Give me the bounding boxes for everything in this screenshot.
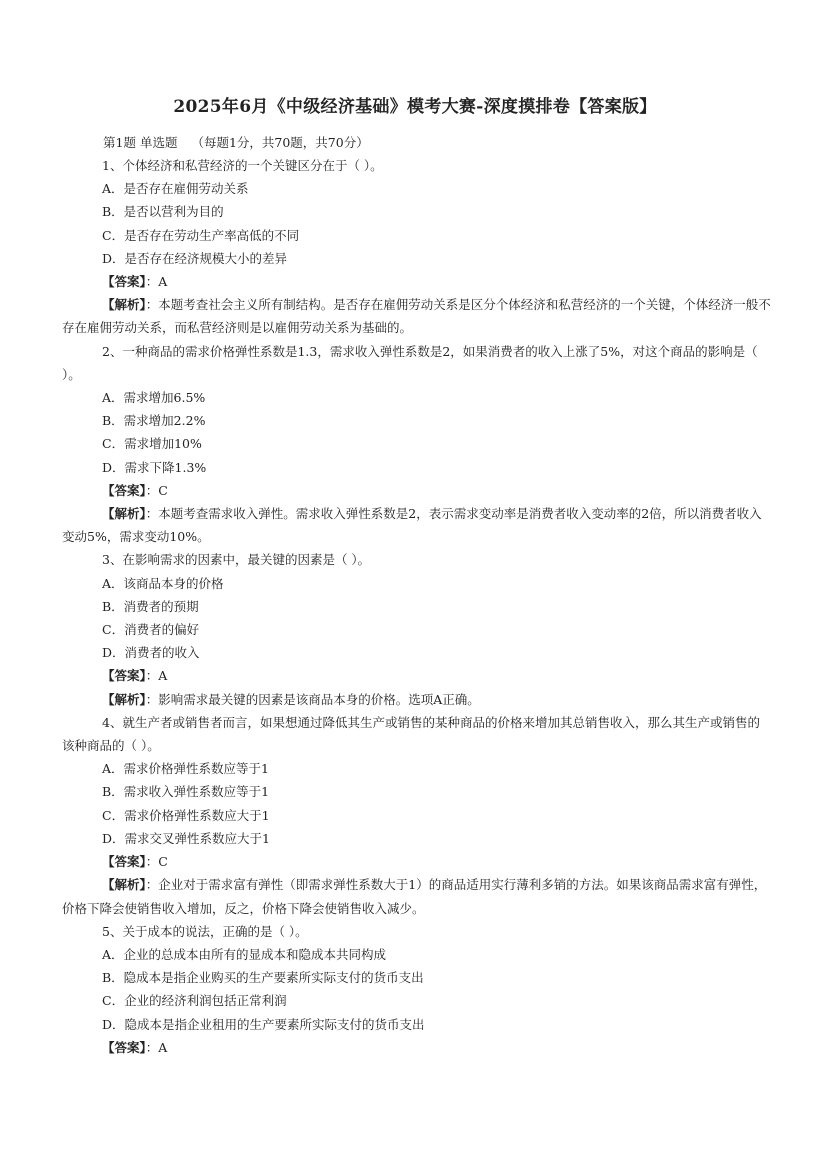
- option-a: A．需求增加6.5%: [102, 390, 206, 406]
- option-b: B．需求收入弹性系数应等于1: [102, 784, 270, 800]
- explanation-label: 【解析】: [102, 877, 146, 893]
- option-a: A．企业的总成本由所有的显成本和隐成本共同构成: [102, 946, 387, 962]
- option-a: A．该商品本身的价格: [102, 575, 224, 591]
- answer-value: ：A: [145, 668, 168, 684]
- question-block: [62, 711, 772, 920]
- explanation: [62, 688, 772, 711]
- answer-line: [62, 270, 772, 293]
- option-c: C．需求价格弹性系数应大于1: [102, 807, 270, 823]
- answer-line: [62, 479, 772, 502]
- question-block: [62, 920, 772, 1059]
- option-a: A．是否存在雇佣劳动关系: [102, 181, 249, 197]
- document-title: 2025年6月《中级经济基础》模考大赛-深度摸排卷【答案版】: [173, 97, 657, 117]
- explanation-text: ：企业对于需求富有弹性（即需求弹性系数大于1）的商品适用实行薄利多销的方法。如果该商品需求富有弹性，价格下降会使销售收入增加，反之，价格下降会使销售收入减少。: [62, 877, 767, 916]
- section-note: （每题1分，共70题，共70分）: [191, 135, 369, 150]
- answer-label: 【答案】: [102, 482, 146, 498]
- option-c: C．消费者的偏好: [102, 622, 200, 638]
- question-list: [62, 154, 772, 1059]
- question-stem: 5、关于成本的说法，正确的是（ ）。: [102, 923, 308, 939]
- option-a: A．需求价格弹性系数应等于1: [102, 761, 269, 777]
- answer-value: ：C: [145, 482, 168, 498]
- option-b: B．需求增加2.2%: [102, 413, 206, 429]
- answer-label: 【答案】: [102, 854, 146, 870]
- answer-label: 【答案】: [102, 668, 146, 684]
- option-c: C．是否存在劳动生产率高低的不同: [102, 227, 300, 243]
- option-d: D．消费者的收入: [102, 645, 200, 661]
- option-b: B．隐成本是指企业购买的生产要素所实际支付的货币支出: [102, 970, 424, 986]
- answer-line: [62, 664, 772, 687]
- option-d: D．需求交叉弹性系数应大于1: [102, 830, 270, 846]
- option-c: C．需求增加10%: [102, 436, 202, 452]
- option-b: B．是否以营利为目的: [102, 204, 224, 220]
- explanation-text: ：本题考查需求收入弹性。需求收入弹性系数是2，表示需求变动率是消费者收入变动率的2倍，所以消费者收入变动5%，需求变动10%。: [62, 506, 762, 545]
- explanation-text: ：本题考查社会主义所有制结构。是否存在雇佣劳动关系是区分个体经济和私营经济的一个关键，个体经济一般不存在雇佣劳动关系，而私营经济则是以雇佣劳动关系为基础的。: [62, 297, 771, 336]
- question-stem: 1、个体经济和私营经济的一个关键区分在于（ ）。: [102, 158, 383, 173]
- question-stem: 4、就生产者或销售者而言，如果想通过降低其生产或销售的某种商品的价格来增加其总销售收入，那么其生产或销售的该种商品的（ ）。: [62, 714, 760, 754]
- explanation-label: 【解析】: [102, 506, 146, 522]
- answer-value: ：A: [145, 274, 168, 290]
- explanation-text: ：影响需求最关键的因素是该商品本身的价格。选项A正确。: [145, 691, 480, 707]
- question-block: [62, 154, 772, 340]
- answer-label: 【答案】: [102, 274, 146, 290]
- answer-label: 【答案】: [102, 1039, 146, 1055]
- question-block: [62, 340, 772, 549]
- option-d: D．隐成本是指企业租用的生产要素所实际支付的货币支出: [102, 1016, 425, 1032]
- explanation-label: 【解析】: [102, 297, 146, 313]
- section-label: 第1题: [103, 135, 136, 150]
- answer-value: ：C: [145, 854, 168, 870]
- question-stem: 3、在影响需求的因素中，最关键的因素是（ ）。: [102, 552, 371, 568]
- option-b: B．消费者的预期: [102, 598, 199, 614]
- option-c: C．企业的经济利润包括正常利润: [102, 993, 287, 1009]
- question-block: [62, 548, 772, 710]
- explanation: [62, 502, 772, 548]
- option-d: D．是否存在经济规模大小的差异: [102, 250, 288, 266]
- option-d: D．需求下降1.3%: [102, 459, 207, 475]
- explanation-label: 【解析】: [102, 691, 146, 707]
- section-type: 单选题: [139, 135, 178, 150]
- answer-line: [62, 850, 772, 873]
- section-heading: [103, 133, 369, 151]
- answer-value: ：A: [145, 1039, 168, 1055]
- answer-line: [62, 1036, 772, 1059]
- explanation: [62, 873, 772, 919]
- explanation: [62, 293, 772, 339]
- question-stem: 2、一种商品的需求价格弹性系数是1.3，需求收入弹性系数是2，如果消费者的收入上涨了5%，对这个商品的影响是（ ）。: [62, 343, 758, 382]
